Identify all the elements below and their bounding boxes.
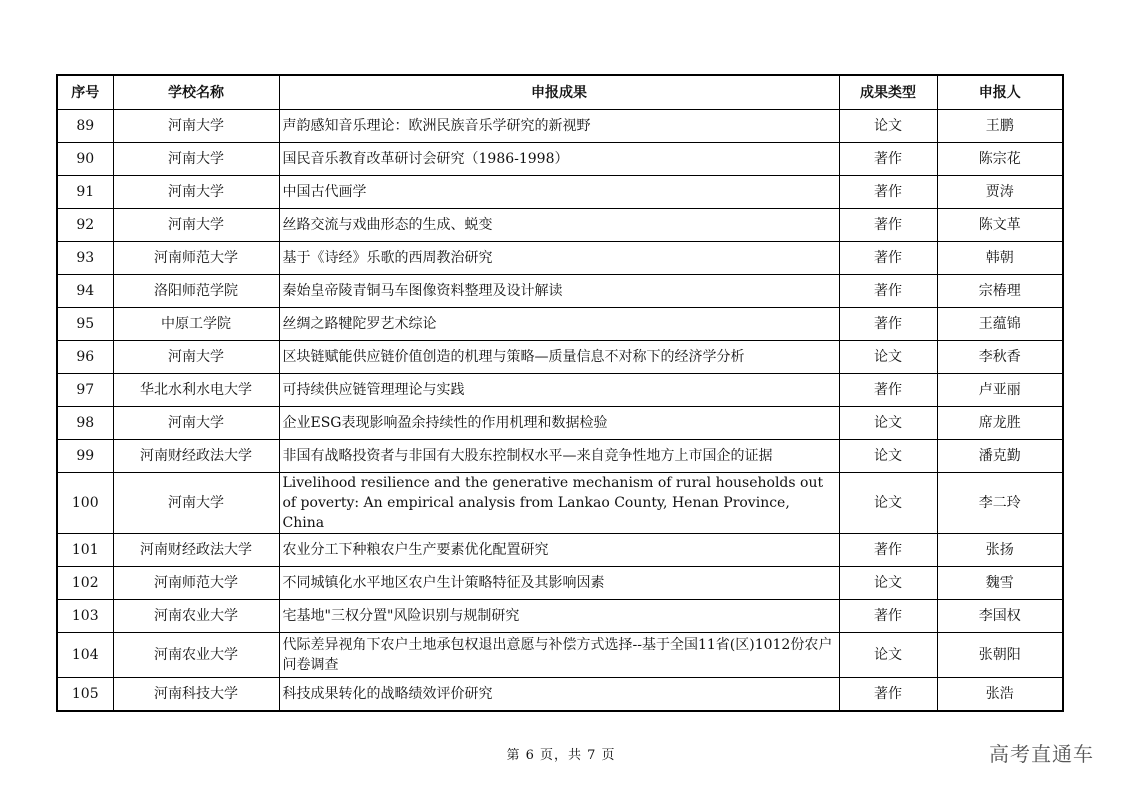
cell-person: 陈文革 [937,209,1063,242]
table-row [57,633,1063,678]
cell-no: 103 [57,600,113,633]
cell-school: 河南财经政法大学 [113,440,279,473]
cell-no: 91 [57,176,113,209]
cell-person: 张浩 [937,678,1063,712]
table-row [57,143,1063,176]
cell-type: 著作 [839,176,937,209]
header-person: 申报人 [937,75,1063,110]
cell-no: 92 [57,209,113,242]
cell-person: 贾涛 [937,176,1063,209]
cell-title: Livelihood resilience and the generative mechanism of rural households out of poverty: An empirical analysis from Lankao County, Henan Province, China [279,473,839,534]
cell-school: 河南大学 [113,110,279,143]
cell-title: 可持续供应链管理理论与实践 [279,374,839,407]
cell-school: 河南科技大学 [113,678,279,712]
cell-school: 河南大学 [113,473,279,534]
cell-type: 著作 [839,600,937,633]
cell-school: 华北水利水电大学 [113,374,279,407]
cell-school: 河南大学 [113,341,279,374]
table-row [57,440,1063,473]
cell-school: 河南农业大学 [113,600,279,633]
cell-title: 区块链赋能供应链价值创造的机理与策略—质量信息不对称下的经济学分析 [279,341,839,374]
cell-title: 宅基地"三权分置"风险识别与规制研究 [279,600,839,633]
cell-type: 著作 [839,678,937,712]
cell-person: 王鹏 [937,110,1063,143]
header-school: 学校名称 [113,75,279,110]
cell-no: 102 [57,567,113,600]
cell-title: 非国有战略投资者与非国有大股东控制权水平—来自竞争性地方上市国企的证据 [279,440,839,473]
table-row [57,374,1063,407]
cell-type: 论文 [839,440,937,473]
cell-person: 卢亚丽 [937,374,1063,407]
cell-no: 99 [57,440,113,473]
cell-school: 中原工学院 [113,308,279,341]
cell-type: 论文 [839,633,937,678]
table-row [57,110,1063,143]
cell-no: 90 [57,143,113,176]
table-row [57,678,1063,712]
cell-no: 94 [57,275,113,308]
cell-no: 101 [57,534,113,567]
cell-type: 论文 [839,567,937,600]
table-row [57,473,1063,534]
cell-type: 论文 [839,407,937,440]
cell-title: 丝绸之路犍陀罗艺术综论 [279,308,839,341]
cell-no: 105 [57,678,113,712]
table-row [57,176,1063,209]
cell-type: 著作 [839,242,937,275]
cell-no: 89 [57,110,113,143]
cell-person: 王蕴锦 [937,308,1063,341]
cell-no: 98 [57,407,113,440]
cell-title: 代际差异视角下农户土地承包权退出意愿与补偿方式选择--基于全国11省(区)1012份农户问卷调查 [279,633,839,678]
cell-type: 论文 [839,341,937,374]
cell-type: 论文 [839,110,937,143]
cell-school: 河南大学 [113,176,279,209]
cell-title: 基于《诗经》乐歌的西周教治研究 [279,242,839,275]
cell-title: 国民音乐教育改革研讨会研究（1986-1998） [279,143,839,176]
cell-no: 104 [57,633,113,678]
cell-no: 97 [57,374,113,407]
cell-person: 李国权 [937,600,1063,633]
table-row [57,275,1063,308]
cell-title: 声韵感知音乐理论：欧洲民族音乐学研究的新视野 [279,110,839,143]
cell-person: 韩朝 [937,242,1063,275]
cell-title: 丝路交流与戏曲形态的生成、蜕变 [279,209,839,242]
cell-type: 论文 [839,473,937,534]
cell-person: 席龙胜 [937,407,1063,440]
cell-title: 科技成果转化的战略绩效评价研究 [279,678,839,712]
cell-no: 100 [57,473,113,534]
cell-type: 著作 [839,143,937,176]
cell-person: 潘克勤 [937,440,1063,473]
cell-type: 著作 [839,275,937,308]
cell-school: 河南大学 [113,209,279,242]
cell-school: 河南师范大学 [113,242,279,275]
results-table [56,74,1064,712]
cell-title: 农业分工下种粮农户生产要素优化配置研究 [279,534,839,567]
cell-title: 企业ESG表现影响盈余持续性的作用机理和数据检验 [279,407,839,440]
cell-school: 河南大学 [113,407,279,440]
cell-person: 陈宗花 [937,143,1063,176]
cell-person: 宗椿理 [937,275,1063,308]
cell-type: 著作 [839,308,937,341]
cell-school: 河南大学 [113,143,279,176]
cell-type: 著作 [839,374,937,407]
cell-no: 93 [57,242,113,275]
watermark-text: 高考直通车 [989,742,1094,766]
cell-school: 河南财经政法大学 [113,534,279,567]
table-row [57,242,1063,275]
cell-no: 96 [57,341,113,374]
cell-title: 中国古代画学 [279,176,839,209]
cell-person: 魏雪 [937,567,1063,600]
cell-school: 洛阳师范学院 [113,275,279,308]
table-row [57,534,1063,567]
header-type: 成果类型 [839,75,937,110]
page-footer: 第 6 页，共 7 页 [506,748,616,763]
table-row [57,341,1063,374]
header-title: 申报成果 [279,75,839,110]
cell-type: 著作 [839,534,937,567]
table-row [57,600,1063,633]
cell-person: 张朝阳 [937,633,1063,678]
cell-no: 95 [57,308,113,341]
cell-school: 河南师范大学 [113,567,279,600]
cell-person: 张扬 [937,534,1063,567]
cell-title: 不同城镇化水平地区农户生计策略特征及其影响因素 [279,567,839,600]
table-row [57,308,1063,341]
cell-person: 李二玲 [937,473,1063,534]
cell-title: 秦始皇帝陵青铜马车图像资料整理及设计解读 [279,275,839,308]
cell-school: 河南农业大学 [113,633,279,678]
table-row [57,567,1063,600]
table-header-row [57,75,1063,110]
cell-type: 著作 [839,209,937,242]
cell-person: 李秋香 [937,341,1063,374]
header-no: 序号 [57,75,113,110]
table-row [57,209,1063,242]
table-row [57,407,1063,440]
